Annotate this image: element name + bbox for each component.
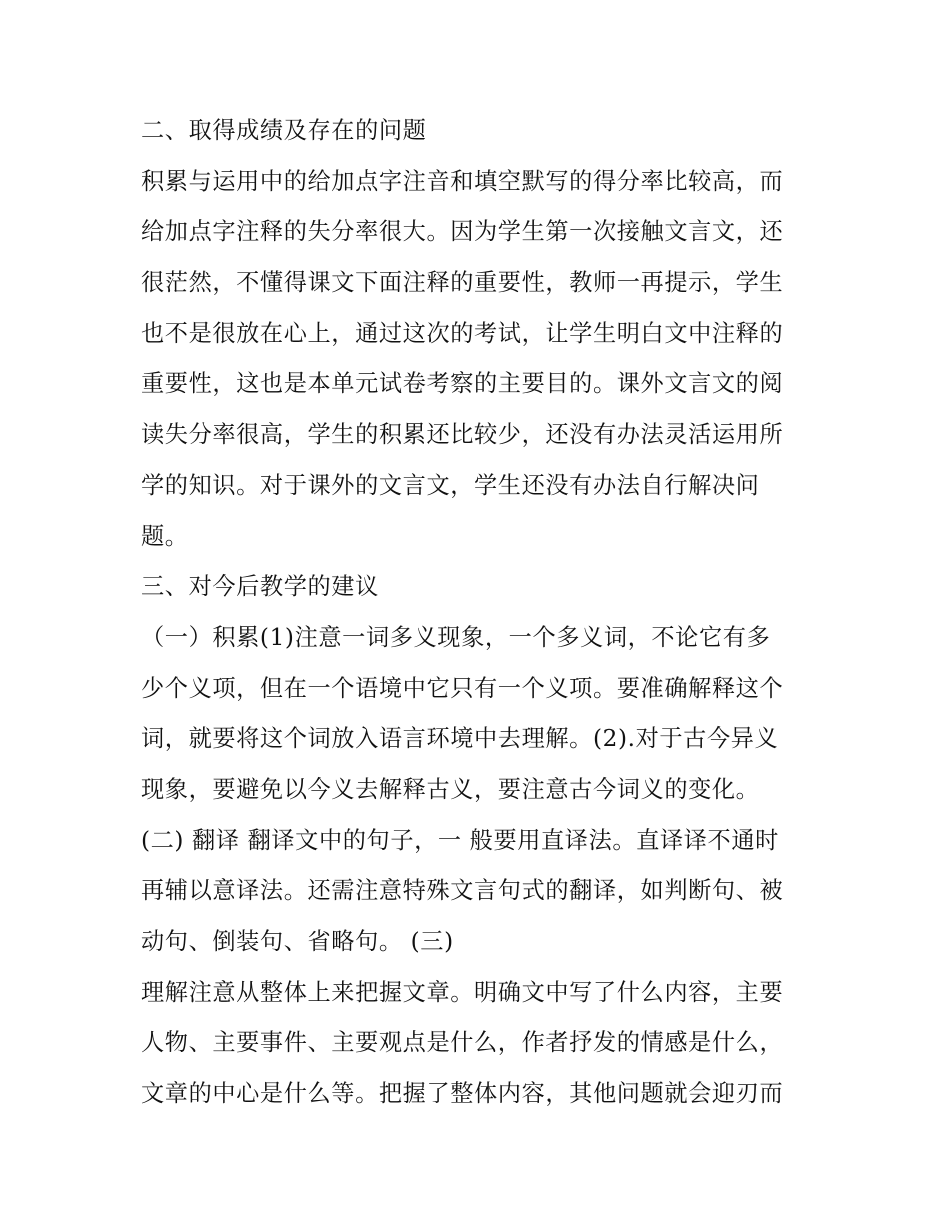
paragraph-line: 很茫然，不懂得课文下面注释的重要性，教师一再提示，学生 [141, 269, 784, 297]
document-body [141, 106, 831, 1120]
paragraph-line: 人物、主要事件、主要观点是什么，作者抒发的情感是什么， [141, 1029, 784, 1057]
paragraph-line: （一）积累(1)注意一词多义现象，一个多义词，不论它有多 [141, 623, 771, 651]
paragraph-line: 给加点字注释的失分率很大。因为学生第一次接触文言文，还 [141, 218, 784, 246]
paragraph-line: 现象，要避免以今义去解释古义，要注意古今词义的变化。 [141, 775, 760, 803]
paragraph-line: 动句、倒装句、省略句。 (三) [141, 928, 454, 955]
paragraph-line: 题。 [141, 522, 189, 550]
paragraph-line: 再辅以意译法。还需注意特殊文言句式的翻译，如判断句、被 [141, 877, 784, 905]
paragraph-line: 词，就要将这个词放入语言环境中去理解。(2).对于古今异义 [141, 725, 779, 753]
paragraph-line: 也不是很放在心上，通过这次的考试，让学生明白文中注释的 [141, 319, 784, 347]
paragraph-line: 重要性，这也是本单元试卷考察的主要目的。课外文言文的阅 [141, 370, 784, 398]
paragraph-line: 读失分率很高，学生的积累还比较少，还没有办法灵活运用所 [141, 421, 784, 449]
section-heading-suggestions: 三、对今后教学的建议 [141, 573, 379, 601]
section-heading-achievements: 二、取得成绩及存在的问题 [141, 117, 427, 144]
paragraph-line: 理解注意从整体上来把握文章。明确文中写了什么内容，主要 [141, 978, 784, 1006]
paragraph-line: 少个义项，但在一个语境中它只有一个义项。要准确解释这个 [141, 674, 784, 702]
paragraph-line: 学的知识。对于课外的文言文，学生还没有办法自行解决问 [141, 471, 760, 499]
paragraph-line: (二) 翻译 翻译文中的句子，一 般要用直译法。直译译不通时 [141, 826, 779, 854]
paragraph-line: 积累与运用中的给加点字注音和填空默写的得分率比较高，而 [141, 167, 784, 195]
paragraph-line: 文章的中心是什么等。把握了整体内容，其他问题就会迎刃而 [141, 1080, 784, 1108]
